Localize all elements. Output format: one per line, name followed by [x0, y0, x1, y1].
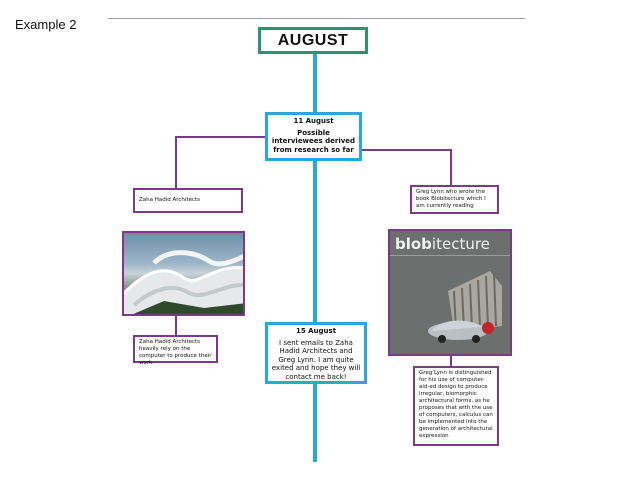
note-text: Zaha Hadid Architects heavily rely on the computer to produce their work. [139, 339, 212, 366]
zaha-building-photo [122, 231, 245, 316]
note-greg-lynn [410, 185, 499, 214]
slide-label: Example 2 [15, 17, 77, 32]
note-greg-detail [413, 366, 499, 446]
book-title-bold: blob [395, 235, 432, 253]
month-title: AUGUST [258, 27, 368, 54]
blobitecture-book-cover [388, 229, 512, 356]
event-text: I sent emails to Zaha Hadid Architects and Greg Lynn. I am quite exited and hope they will contact me back! [271, 338, 361, 381]
event-date: 15 August [295, 327, 337, 335]
book-title [395, 235, 490, 253]
note-zaha-hadid [133, 188, 243, 213]
book-title-rest: itecture [431, 235, 490, 253]
building-illustration [124, 233, 245, 316]
event-date: 11 August [293, 117, 334, 125]
event-11-august [265, 112, 362, 161]
note-text: Greg Lynn is distinguished for his use of computer-aid-ed design to produce irregular, biomorphic architectural forms, as he proposes that with the use of computers, calculus can be implemented into the generation of architectural expression [419, 370, 493, 439]
event-15-august [265, 322, 367, 384]
event-text: Possible interviewees derived from research so far [271, 128, 356, 154]
note-zaha-detail [133, 335, 218, 366]
note-text: Greg Lynn who wrote the book Blobitecture which I am currently reading [416, 189, 486, 209]
branch-left [176, 137, 265, 188]
note-text: Zaha Hadid Architects [139, 197, 201, 203]
branch-right [362, 150, 451, 185]
